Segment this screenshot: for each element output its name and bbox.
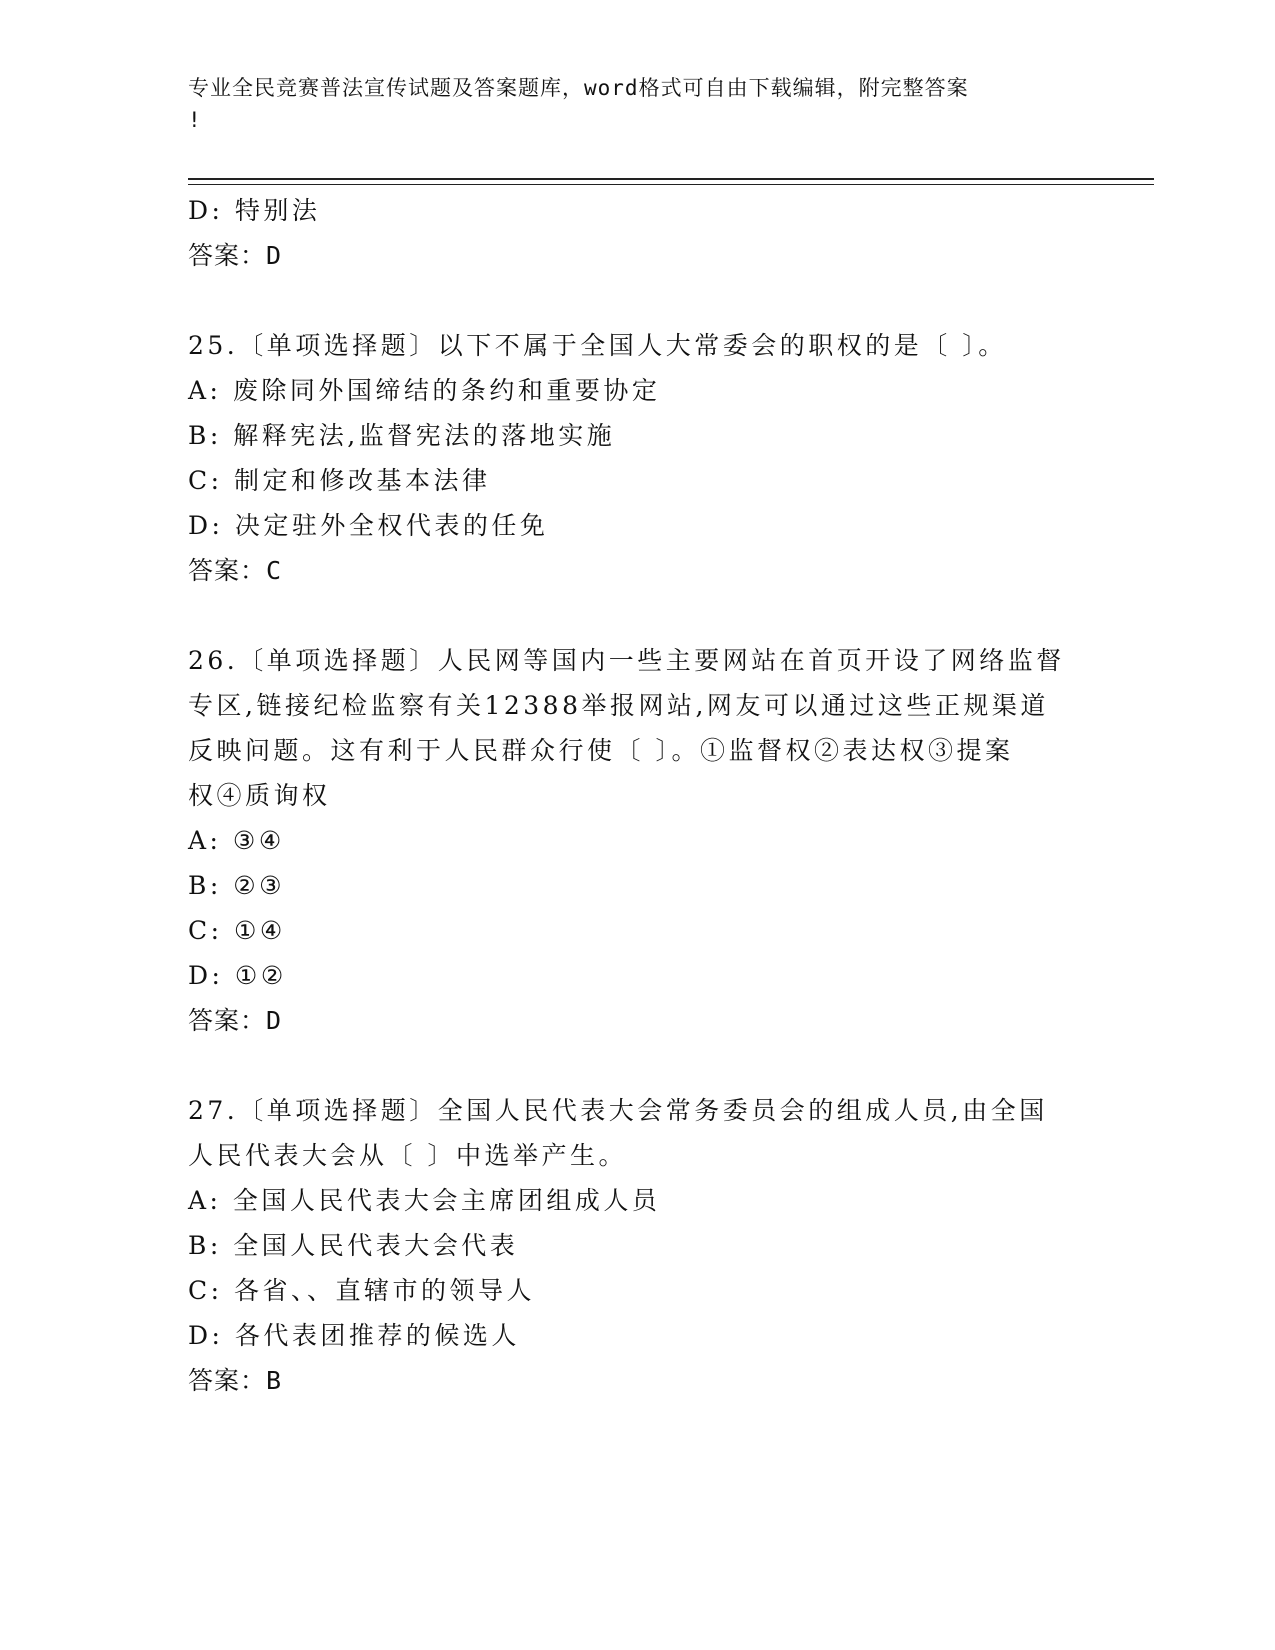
q25-answer	[188, 548, 1088, 593]
answer-value: B	[266, 1366, 283, 1395]
question-26	[188, 638, 1068, 818]
q27-option-b: B: 全国人民代表大会代表	[188, 1231, 519, 1260]
question-25	[188, 323, 1068, 368]
question-25-text: 25.〔单项选择题〕以下不属于全国人大常委会的职权的是〔 〕。	[188, 331, 1007, 360]
prev-answer	[188, 233, 1088, 278]
answer-value: C	[266, 556, 283, 585]
question-26-line-2: 专区,链接纪检监察有关12388举报网站,网友可以通过这些正规渠道	[188, 691, 1049, 720]
q25-option-b: B: 解释宪法,监督宪法的落地实施	[188, 421, 616, 450]
question-27-line-2: 人民代表大会从〔 〕中选举产生。	[188, 1141, 627, 1170]
answer-label: 答案：	[188, 1366, 267, 1395]
question-26-line-3: 反映问题。这有利于人民群众行使〔 〕。①监督权②表达权③提案	[188, 736, 1014, 765]
q27-option-d: D: 各代表团推荐的候选人	[188, 1321, 520, 1350]
header-divider-thin	[188, 184, 1154, 185]
header-line-2: !	[188, 108, 202, 132]
question-27-line-1: 27.〔单项选择题〕全国人民代表大会常务委员会的组成人员,由全国	[188, 1096, 1048, 1125]
question-27	[188, 1088, 1068, 1178]
answer-value: D	[266, 241, 283, 270]
q27-option-a: A: 全国人民代表大会主席团组成人员	[188, 1186, 661, 1215]
q26-option-b: B: ②③	[188, 871, 286, 900]
answer-value: D	[266, 1006, 283, 1035]
q26-option-d: D: ①②	[188, 961, 287, 990]
q25-option-d: D: 决定驻外全权代表的任免	[188, 511, 549, 540]
question-content	[188, 188, 1088, 1403]
q25-option-a: A: 废除同外国缔结的条约和重要协定	[188, 376, 661, 405]
q26-option-c: C: ①④	[188, 916, 286, 945]
question-26-line-4: 权④质询权	[188, 781, 331, 810]
header-line-1: 专业全民竞赛普法宣传试题及答案题库，word格式可自由下载编辑，附完整答案	[188, 76, 969, 100]
q25-option-c: C: 制定和修改基本法律	[188, 466, 491, 495]
q26-option-a: A: ③④	[188, 826, 285, 855]
answer-label: 答案：	[188, 241, 267, 270]
q27-option-c: C: 各省、、直辖市的领导人	[188, 1276, 535, 1305]
answer-label: 答案：	[188, 556, 267, 585]
q27-answer	[188, 1358, 1088, 1403]
header-divider	[188, 178, 1154, 180]
question-26-line-1: 26.〔单项选择题〕人民网等国内一些主要网站在首页开设了网络监督	[188, 646, 1065, 675]
page-header	[188, 72, 1068, 136]
prev-option-d: D: 特别法	[188, 196, 321, 225]
q26-answer	[188, 998, 1088, 1043]
answer-label: 答案：	[188, 1006, 267, 1035]
